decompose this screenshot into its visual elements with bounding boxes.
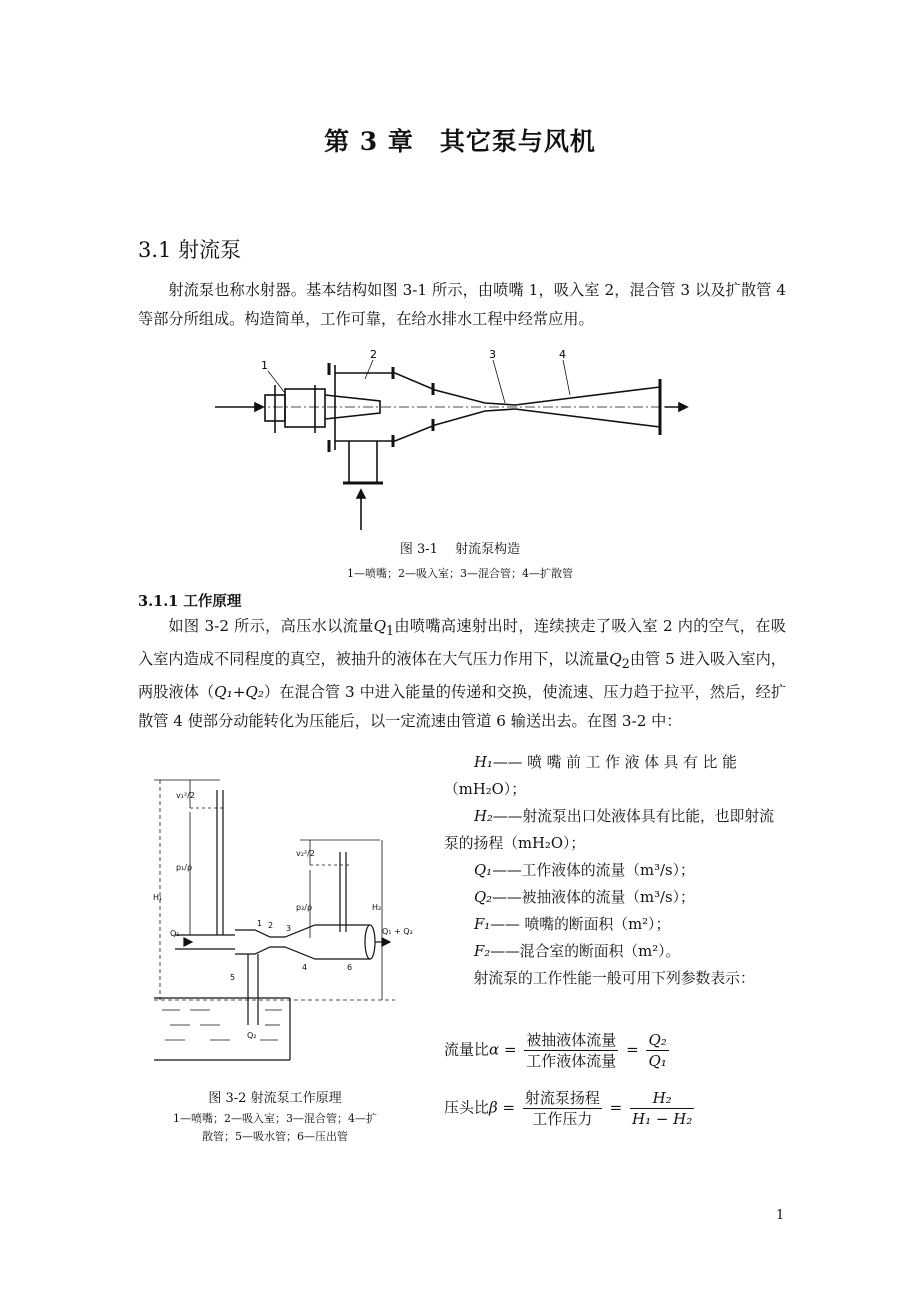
chapter-title: 第 3 章 其它泵与风机	[324, 127, 596, 156]
fig2-label-3: 3	[286, 924, 292, 933]
figure-3-2-caption: 图 3-2 射流泵工作原理	[208, 1091, 342, 1106]
section-title: 3.1 射流泵	[138, 238, 242, 262]
page-number: 1	[776, 1208, 785, 1223]
fig2-label-q1-plus-q2: Q₁ + Q₂	[382, 927, 413, 936]
definitions-list	[444, 749, 786, 992]
definition-item: F₁—— 喷嘴的断面积（m²）；	[474, 916, 671, 933]
figure-3-1-jet-pump-structure	[215, 345, 695, 535]
fig2-label-h2: H₂	[372, 903, 382, 912]
fig1-label-2: 2	[370, 348, 377, 361]
fig1-label-3: 3	[489, 348, 496, 361]
principle-paragraph: 如图 3-2 所示，高压水以流量$Q_1$由喷嘴高速射出时，连续挟走了吸入室 2 内的空气，在吸入室内造成不同程度的真空，被抽升的液体在大气压力作用下，以流量$Q_2$由管 5 进入吸入室内，两股液体（Q₁+Q₂）在混合管 3 中进入能量的传递和交换，使流速、压力趋于拉平，然后，经扩散管 4 使部分动能转化为压能后，以一定流速由管道 6 输送出去。在图 3-2 中：	[138, 617, 786, 731]
fig1-label-4: 4	[559, 348, 566, 361]
fig2-label-h1: H₁	[153, 893, 163, 902]
fig2-label-p2: p₂/ρ	[296, 903, 313, 912]
fig2-label-4: 4	[302, 963, 308, 972]
params-intro: 射流泵的工作性能一般可用下列参数表示：	[473, 970, 755, 987]
definition-item: H₂——射流泵出口处液体具有比能，也即射流泵的扬程（mH₂O）；	[444, 808, 774, 852]
fig2-label-6: 6	[347, 963, 353, 972]
definition-item: Q₂——被抽液体的流量（m³/s）；	[474, 889, 695, 906]
fig1-label-1: 1	[261, 359, 268, 372]
fig2-label-q2: Q₂	[247, 1031, 257, 1040]
flow-ratio-formula: 流量比α = $\frac{\text{被抽液体流量}}{\text{工作液体流量}}$ = $\frac{\text{Q₂}}{\text{Q₁}}$	[444, 1031, 667, 1070]
symbol-q1: Q	[373, 617, 387, 635]
intro-paragraph: 射流泵也称水射器。基本结构如图 3-1 所示，由喷嘴 1，吸入室 2，混合管 3 以及扩散管 4 等部分所组成。构造简单，工作可靠，在给水排水工程中经常应用。	[138, 281, 786, 328]
fig2-label-p1: p₁/ρ	[176, 863, 193, 872]
fig2-label-1: 1	[257, 919, 263, 928]
fig2-label-5: 5	[230, 973, 236, 982]
fig2-label-v2: v₂²/2	[296, 849, 315, 858]
head-ratio-formula: 压头比β = $\frac{\text{射流泵扬程}}{\text{工作压力}}$ = $\frac{\text{H₂}}{\text{H₁ − H₂}}$	[444, 1089, 693, 1128]
fig2-label-q1: Q₁	[170, 929, 180, 938]
definition-item: F₂——混合室的断面积（m²）。	[474, 943, 681, 960]
figure-3-1-legend: 1—喷嘴；2—吸入室；3—混合管；4—扩散管	[347, 567, 573, 580]
definition-item: Q₁——工作液体的流量（m³/s）；	[474, 862, 695, 879]
fig2-label-v1: v₁²/2	[176, 791, 195, 800]
figure-3-1-caption: 图 3-1 射流泵构造	[399, 542, 521, 557]
definition-item: H₁—— 喷 嘴 前 工 作 液 体 具 有 比 能（mH₂O）；	[444, 754, 737, 798]
symbol-q2: Q	[609, 650, 622, 669]
subsection-title: 3.1.1 工作原理	[138, 593, 242, 610]
figure-3-2-legend: 1—喷嘴；2—吸入室；3—混合管；4—扩 散管；5—吸水管；6—压出管	[173, 1112, 377, 1143]
symbol-sum: Q₁+Q₂	[214, 683, 264, 702]
figure-3-2-working-principle	[150, 770, 413, 1070]
fig2-label-2: 2	[268, 921, 274, 930]
